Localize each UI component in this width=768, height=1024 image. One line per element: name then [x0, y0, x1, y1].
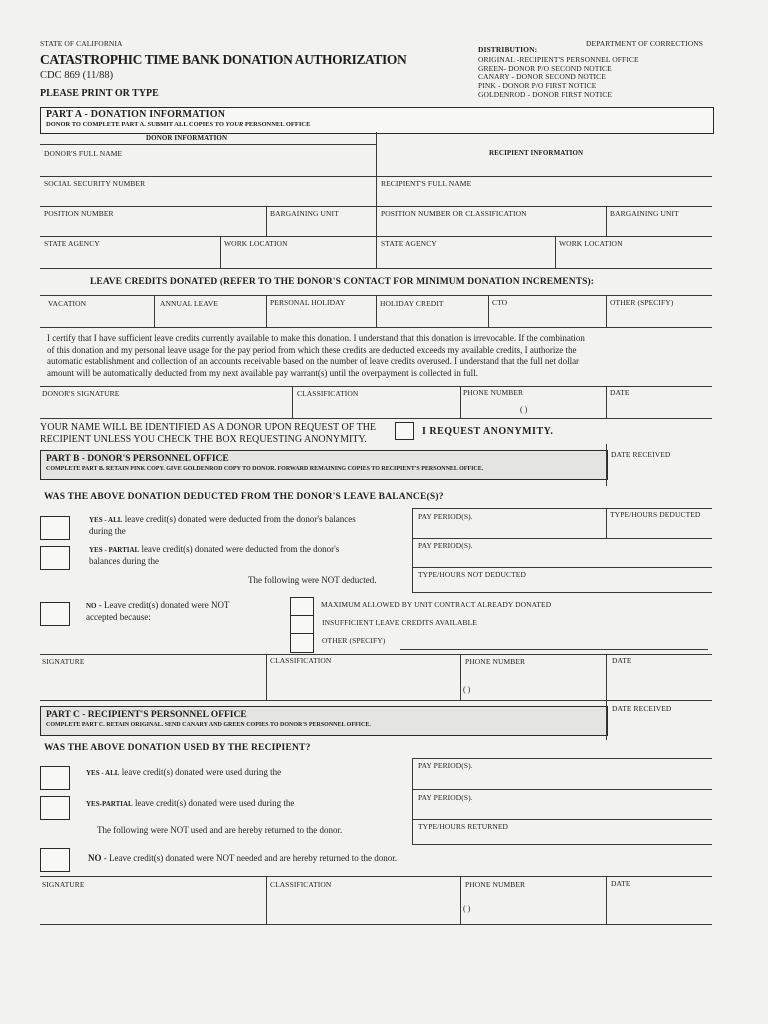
- part-b-question: WAS THE ABOVE DONATION DEDUCTED FROM THE DONOR'S LEAVE BALANCE(S)?: [44, 492, 444, 502]
- part-b-yes-all-text: YES - ALL leave credit(s) donated were deducted from the donor's balances: [89, 514, 356, 524]
- recipient-work-location-field[interactable]: [559, 248, 709, 264]
- reason-other-specify-line[interactable]: [400, 649, 708, 650]
- anonymity-note-2: RECIPIENT UNLESS YOU CHECK THE BOX REQUESTING ANONYMITY.: [40, 434, 367, 445]
- part-b-classification-field[interactable]: [270, 668, 456, 696]
- department-label: DEPARTMENT OF CORRECTIONS: [586, 39, 704, 48]
- part-b-phone-parens: ( ): [463, 685, 471, 694]
- part-b-pay-periods-field[interactable]: [416, 522, 602, 536]
- anonymity-checkbox[interactable]: [395, 422, 414, 440]
- reason-max-checkbox[interactable]: [290, 597, 314, 617]
- part-c-phone-label: PHONE NUMBER: [465, 880, 526, 889]
- type-hours-not-deducted-label: TYPE/HOURS NOT DEDUCTED: [418, 570, 526, 579]
- donor-signature-label: DONOR'S SIGNATURE: [42, 389, 120, 398]
- form-title: CATASTROPHIC TIME BANK DONATION AUTHORIZATION: [40, 52, 407, 67]
- leave-type-cto: CTO: [492, 298, 508, 307]
- state-agency-field[interactable]: [44, 248, 216, 264]
- type-hours-deducted-label: TYPE/HOURS DEDUCTED: [610, 510, 701, 519]
- recipient-state-agency-label: STATE AGENCY: [381, 239, 437, 248]
- distribution-item: GOLDENROD - DONOR FIRST NOTICE: [478, 90, 613, 99]
- part-c-pay-periods-label: PAY PERIOD(S).: [418, 761, 473, 770]
- part-c-phone-parens: ( ): [463, 904, 471, 913]
- recipient-info-heading: RECIPIENT INFORMATION: [489, 149, 584, 157]
- recipient-name-field[interactable]: [381, 188, 709, 204]
- part-b-title: PART B - DONOR'S PERSONNEL OFFICE: [46, 454, 229, 464]
- part-c-pay-periods-2-label: PAY PERIOD(S).: [418, 793, 473, 802]
- bargaining-unit-field[interactable]: [270, 218, 372, 234]
- part-b-date-received-label: DATE RECEIVED: [611, 450, 671, 459]
- part-c-yes-all-checkbox[interactable]: [40, 766, 70, 790]
- vacation-field[interactable]: [44, 310, 150, 324]
- distribution-item: PINK - DONOR P/O FIRST NOTICE: [478, 81, 597, 90]
- part-c-title: PART C - RECIPIENT'S PERSONNEL OFFICE: [46, 710, 247, 720]
- distribution-title: DISTRIBUTION:: [478, 45, 538, 54]
- part-b-no-text2: accepted because:: [86, 612, 151, 622]
- part-c-classification-label: CLASSIFICATION: [270, 880, 332, 889]
- classification-label: CLASSIFICATION: [297, 389, 359, 398]
- reason-insufficient-checkbox[interactable]: [290, 615, 314, 635]
- leave-type-holiday-credit: HOLIDAY CREDIT: [380, 299, 444, 308]
- part-c-pay-periods-2-field[interactable]: [416, 803, 710, 817]
- form-number: CDC 869 (11/88): [40, 70, 114, 81]
- recipient-position-field[interactable]: [381, 218, 603, 234]
- donor-name-field[interactable]: [44, 158, 372, 174]
- ssn-label: SOCIAL SECURITY NUMBER: [44, 179, 146, 188]
- position-number-field[interactable]: [44, 218, 262, 234]
- donor-info-heading: DONOR INFORMATION: [146, 134, 228, 142]
- part-c-no-text: NO - Leave credit(s) donated were NOT needed and are hereby returned to the donor.: [88, 853, 397, 863]
- phone-number-label: PHONE NUMBER: [463, 388, 524, 397]
- reason-max-label: MAXIMUM ALLOWED BY UNIT CONTRACT ALREADY DONATED: [321, 600, 552, 609]
- print-note: PLEASE PRINT OR TYPE: [40, 88, 159, 99]
- part-b-pay-periods-label: PAY PERIOD(S).: [418, 512, 473, 521]
- part-b-signature-label: SIGNATURE: [42, 657, 85, 666]
- certification-text: I certify that I have sufficient leave credits currently available to make this donation. I understand that this donation is irrevocable. If the combination of this donation and my personal leave usage for the pay period from which these credits are deducted exceeds my available credits, I authorize the automatic establishment and collection of an accounts receivable based on the number of leave credits overused. I understand that the full net dollar amount will be automatically deducted from my next available pay warrant(s) until the overpayment is collected in full.: [47, 333, 585, 378]
- bargaining-unit-label: BARGAINING UNIT: [270, 209, 339, 218]
- part-c-date-field[interactable]: [610, 890, 710, 920]
- anonymity-note-1: YOUR NAME WILL BE IDENTIFIED AS A DONOR UPON REQUEST OF THE: [40, 422, 377, 433]
- phone-parens: ( ): [520, 405, 528, 414]
- part-c-question: WAS THE ABOVE DONATION USED BY THE RECIPIENT?: [44, 743, 311, 753]
- part-b-instruction: COMPLETE PART B. RETAIN PINK COPY. GIVE GOLDENROD COPY TO DONOR. FORWARD REMAINING COPIES TO RECIPIENT'S PERSONNEL OFFICE.: [46, 466, 484, 472]
- state-agency-label: STATE AGENCY: [44, 239, 100, 248]
- leave-type-vacation: VACATION: [48, 299, 87, 308]
- classification-field[interactable]: [296, 400, 456, 416]
- part-a-instruction: DONOR TO COMPLETE PART A. SUBMIT ALL COPIES TO YOUR PERSONNEL OFFICE: [46, 121, 311, 128]
- reason-insufficient-label: INSUFFICIENT LEAVE CREDITS AVAILABLE: [322, 618, 477, 627]
- recipient-work-location-label: WORK LOCATION: [559, 239, 623, 248]
- part-b-date-label: DATE: [612, 656, 632, 665]
- part-c-instruction: COMPLETE PART C. RETAIN ORIGINAL. SEND CANARY AND GREEN COPIES TO DONOR'S PERSONNEL OFFICE.: [46, 722, 371, 728]
- part-c-classification-field[interactable]: [270, 890, 456, 920]
- personal-holiday-field[interactable]: [270, 310, 372, 324]
- other-leave-field[interactable]: [610, 310, 710, 324]
- part-c-date-received-label: DATE RECEIVED: [612, 704, 672, 713]
- type-hours-deducted-field[interactable]: [610, 522, 710, 536]
- not-used-text: The following were NOT used and are hereby returned to the donor.: [97, 825, 343, 835]
- part-c-yes-all-text: YES - ALL leave credit(s) donated were used during the: [86, 767, 282, 777]
- recipient-bargaining-field[interactable]: [610, 218, 710, 234]
- type-hours-returned-field[interactable]: [416, 831, 710, 843]
- part-c-pay-periods-field[interactable]: [416, 772, 710, 786]
- reason-other-label: OTHER (SPECIFY): [322, 636, 386, 645]
- state-label: STATE OF CALIFORNIA: [40, 39, 123, 48]
- position-classification-label: POSITION NUMBER OR CLASSIFICATION: [381, 209, 527, 218]
- position-number-label: POSITION NUMBER: [44, 209, 114, 218]
- leave-type-other: OTHER (SPECIFY): [610, 298, 674, 307]
- date-label: DATE: [610, 388, 630, 397]
- phone-number-field[interactable]: [464, 400, 602, 416]
- part-b-phone-field[interactable]: [464, 668, 602, 696]
- part-c-date-label: DATE: [611, 879, 631, 888]
- part-c-yes-partial-checkbox[interactable]: [40, 796, 70, 820]
- part-b-yes-partial-text2: balances during the: [89, 556, 159, 566]
- type-hours-not-deducted-field[interactable]: [416, 578, 710, 590]
- part-c-no-checkbox[interactable]: [40, 848, 70, 872]
- part-b-date-field[interactable]: [610, 668, 710, 696]
- leave-credits-heading: LEAVE CREDITS DONATED (REFER TO THE DONOR'S CONTACT FOR MINIMUM DONATION INCREMENTS):: [90, 277, 595, 287]
- type-hours-returned-label: TYPE/HOURS RETURNED: [418, 822, 509, 831]
- part-c-date-received-field[interactable]: [611, 716, 709, 736]
- part-b-pay-periods-2-field[interactable]: [416, 550, 710, 564]
- donor-signature-field[interactable]: [44, 400, 288, 416]
- recipient-name-label: RECIPIENT'S FULL NAME: [381, 179, 472, 188]
- distribution-item: CANARY - DONOR SECOND NOTICE: [478, 72, 606, 81]
- part-b-yes-all-text2: during the: [89, 526, 126, 536]
- distribution-item: ORIGINAL -RECIPIENT'S PERSONNEL OFFICE: [478, 55, 639, 64]
- part-c-signature-field[interactable]: [44, 890, 262, 920]
- work-location-field[interactable]: [224, 248, 372, 264]
- part-c-yes-partial-text: YES-PARTIAL leave credit(s) donated were used during the: [86, 798, 295, 808]
- annual-leave-field[interactable]: [158, 310, 262, 324]
- part-b-pay-periods-2-label: PAY PERIOD(S).: [418, 541, 473, 550]
- holiday-credit-field[interactable]: [380, 310, 484, 324]
- work-location-label: WORK LOCATION: [224, 239, 288, 248]
- cto-field[interactable]: [492, 310, 602, 324]
- donor-name-label: DONOR'S FULL NAME: [44, 149, 123, 158]
- anonymity-request-label: I REQUEST ANONYMITY.: [422, 426, 554, 437]
- leave-type-personal-holiday: PERSONAL HOLIDAY: [270, 298, 346, 307]
- part-b-signature-field[interactable]: [44, 668, 262, 696]
- part-c-signature-label: SIGNATURE: [42, 880, 85, 889]
- part-b-no-text: NO - Leave credit(s) donated were NOT: [86, 600, 230, 610]
- recipient-bargaining-unit-label: BARGAINING UNIT: [610, 209, 679, 218]
- leave-type-annual: ANNUAL LEAVE: [160, 299, 219, 308]
- date-field[interactable]: [610, 400, 710, 416]
- part-b-yes-partial-checkbox[interactable]: [40, 546, 70, 570]
- recipient-state-agency-field[interactable]: [381, 248, 551, 264]
- reason-other-checkbox[interactable]: [290, 633, 314, 653]
- part-c-phone-field[interactable]: [464, 890, 602, 920]
- part-b-classification-label: CLASSIFICATION: [270, 656, 332, 665]
- ssn-field[interactable]: [44, 188, 372, 204]
- distribution-item: GREEN- DONOR P/O SECOND NOTICE: [478, 64, 612, 73]
- part-b-date-received-field[interactable]: [611, 462, 709, 482]
- not-deducted-text: The following were NOT deducted.: [248, 575, 377, 585]
- part-b-yes-all-checkbox[interactable]: [40, 516, 70, 540]
- part-b-phone-label: PHONE NUMBER: [465, 657, 526, 666]
- part-b-yes-partial-text: YES - PARTIAL leave credit(s) donated were deducted from the donor's: [89, 544, 340, 554]
- part-a-title: PART A - DONATION INFORMATION: [46, 109, 226, 120]
- part-b-no-checkbox[interactable]: [40, 602, 70, 626]
